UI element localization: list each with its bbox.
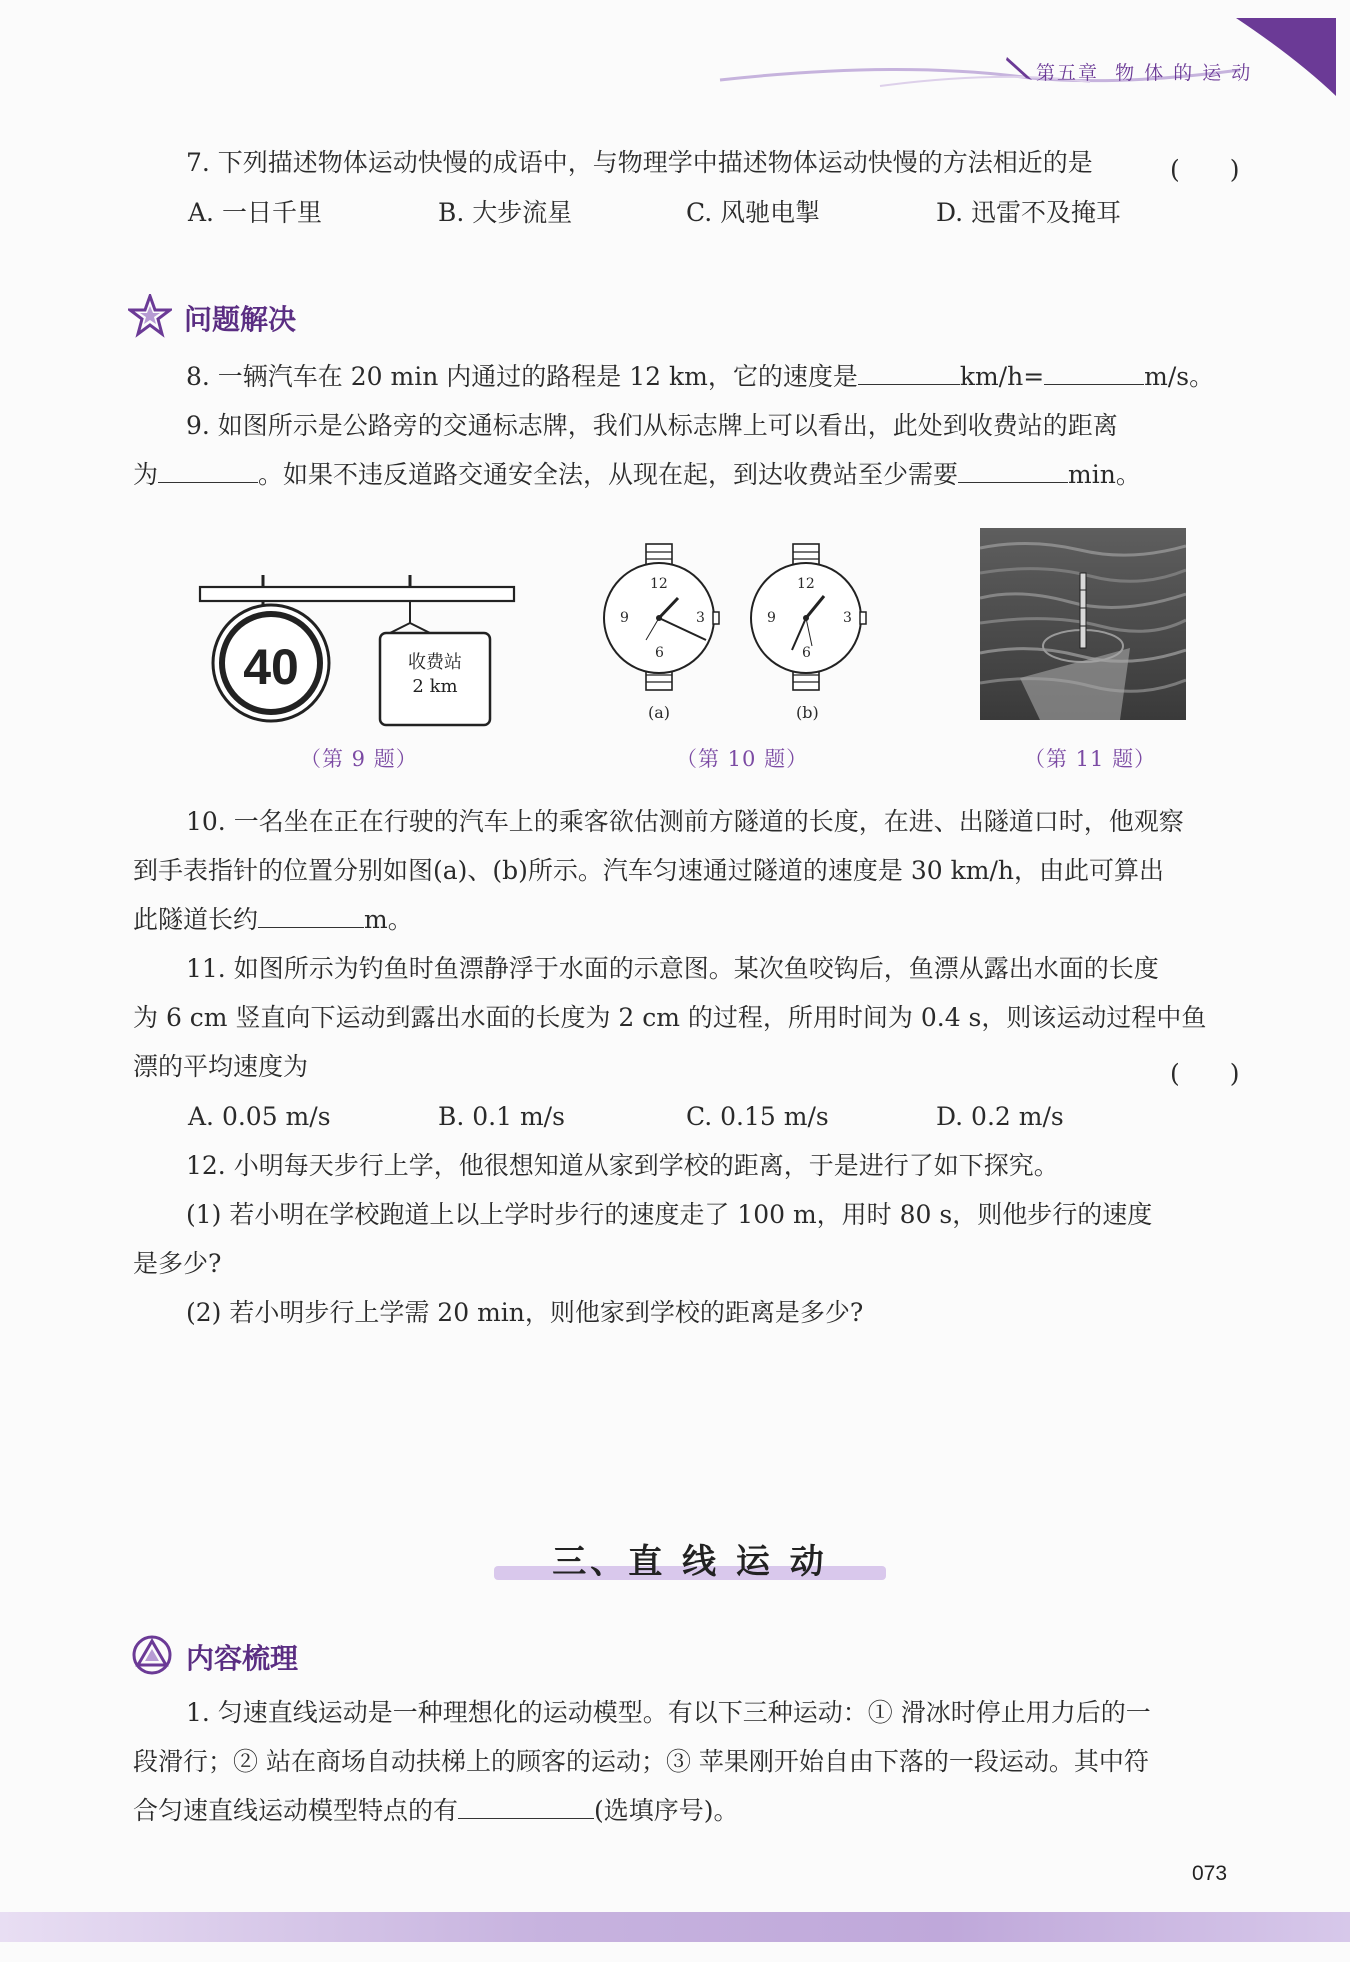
chapter-label [1036,58,1252,85]
q9-blank-distance[interactable] [158,452,258,483]
figure-11-caption: （第 11 题） [1024,747,1157,771]
lesson-title: 三、直 线 运 动 [552,1542,828,1582]
q7-answer-paren: ( ) [1170,155,1240,184]
speed-limit-value: 40 [243,639,299,695]
watch-b-9: 9 [767,610,776,626]
figure-11-fishing-float-photo [980,528,1186,720]
figure-10-watches [598,540,878,700]
c1-line3 [133,1786,1253,1836]
c1-blank-answer[interactable] [458,1788,594,1819]
q12-sub1-line2: 是多少? [133,1249,222,1278]
q7-option-a: A. 一日千里 [188,198,322,227]
watch-a-3: 3 [696,610,705,626]
q8-part1: 8. 一辆汽车在 20 min 内通过的路程是 12 km，它的速度是 [186,362,858,391]
q7-text: 7. 下列描述物体运动快慢的成语中，与物理学中描述物体运动快慢的方法相近的是 [186,148,1093,177]
chapter-topic: 物 体 的 运 动 [1115,62,1253,84]
q12-sub2: (2) 若小明步行上学需 20 min，则他家到学校的距离是多少? [186,1298,864,1327]
q12-line1: 12. 小明每天步行上学，他很想知道从家到学校的距离，于是进行了如下探究。 [186,1151,1059,1180]
q9-blank-time[interactable] [958,452,1068,483]
q10-line3a: 此隧道长约 [133,905,259,934]
bottom-band [0,1912,1350,1942]
q11-line1: 11. 如图所示为钓鱼时鱼漂静浮于水面的示意图。某次鱼咬钩后，鱼漂从露出水面的长度 [186,954,1159,983]
q8-part3: m/s。 [1144,362,1215,391]
q8-blank-ms[interactable] [1044,354,1144,385]
q8-text [186,352,1306,402]
q9-line2 [133,450,1253,500]
q11-option-c: C. 0.15 m/s [686,1102,829,1131]
figure-9-caption: （第 9 题） [300,747,418,771]
c1-line3b: (选填序号)。 [594,1796,739,1825]
q10-line3 [133,895,1253,945]
q8-part2: km/h= [959,362,1045,391]
q12-sub1-line1: (1) 若小明在学校跑道上以上学时步行的速度走了 100 m，用时 80 s，则他步行的速度 [186,1200,1153,1229]
q10-line3b: m。 [364,905,413,934]
q9-line2c: min。 [1068,460,1141,489]
q9-line1: 9. 如图所示是公路旁的交通标志牌，我们从标志牌上可以看出，此处到收费站的距离 [186,411,1118,440]
c1-line3a: 合匀速直线运动模型特点的有 [133,1796,459,1825]
q10-blank-length[interactable] [258,897,364,928]
watch-b-12: 12 [797,576,815,592]
q10-line2: 到手表指针的位置分别如图(a)、(b)所示。汽车匀速通过隧道的速度是 30 km/h，由此可算出 [133,856,1165,885]
toll-station-label: 收费站 [408,652,462,673]
watch-a-9: 9 [620,610,629,626]
page-number: 073 [1192,1862,1228,1885]
q8-blank-kmh[interactable] [858,354,960,385]
q11-answer-paren: ( ) [1170,1059,1240,1088]
watch-a-label: (a) [648,703,671,722]
q9-line2a: 为 [133,460,159,489]
watch-a-6: 6 [655,645,664,661]
q9-line2b: 。如果不违反道路交通安全法，从现在起，到达收费站至少需要 [258,460,959,489]
q11-option-a: A. 0.05 m/s [188,1102,331,1131]
figure-10-caption: （第 10 题） [676,747,809,771]
q7-option-b: B. 大步流星 [438,198,573,227]
chapter-number: 第五章 [1036,62,1100,84]
pencil-icon [1004,52,1034,86]
q11-option-d: D. 0.2 m/s [936,1102,1064,1131]
corner-tab [1236,18,1350,104]
q11-option-b: B. 0.1 m/s [438,1102,565,1131]
c1-line2: 段滑行；② 站在商场自动扶梯上的顾客的运动；③ 苹果刚开始自由下落的一段运动。其中符 [133,1747,1149,1776]
q7-option-c: C. 风驰电掣 [686,198,821,227]
q11-line2: 为 6 cm 竖直向下运动到露出水面的长度为 2 cm 的过程，所用时间为 0.4 s，则该运动过程中鱼 [133,1003,1207,1032]
watch-b-label: (b) [796,703,819,722]
watch-a-12: 12 [650,576,668,592]
q10-line1: 10. 一名坐在正在行驶的汽车上的乘客欲估测前方隧道的长度，在进、出隧道口时，他观察 [186,807,1184,836]
section-problem-solving-title: 问题解决 [184,303,297,336]
c1-line1: 1. 匀速直线运动是一种理想化的运动模型。有以下三种运动：① 滑冰时停止用力后的一 [186,1698,1151,1727]
section-content-review-title: 内容梳理 [186,1642,299,1675]
star-icon [128,294,172,342]
watch-b-6: 6 [802,645,811,661]
triangle-circle-icon [131,1634,173,1680]
q11-line3: 漂的平均速度为 [133,1052,309,1081]
watch-b-3: 3 [843,610,852,626]
toll-station-distance: 2 km [412,676,458,697]
q7-option-d: D. 迅雷不及掩耳 [936,198,1122,227]
